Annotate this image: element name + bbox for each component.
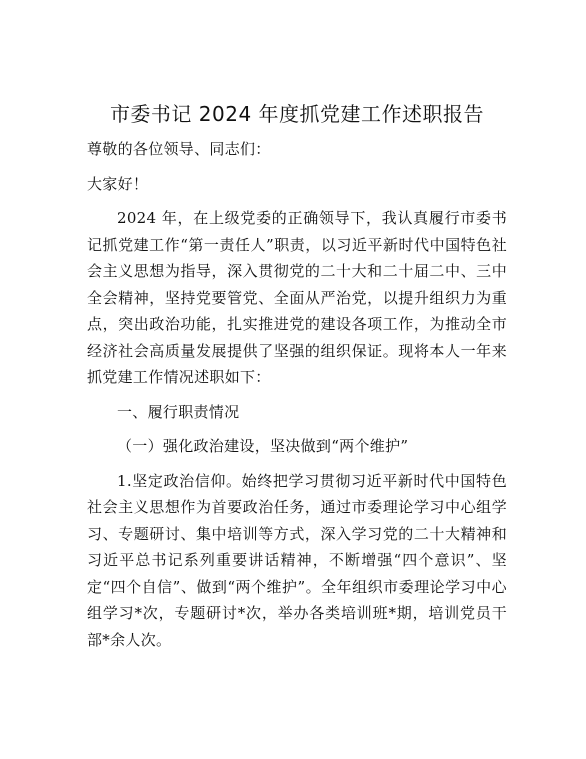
intro-paragraph: 2024 年，在上级党委的正确领导下，我认真履行市委书记抓党建工作“第一责任人”职责，以习近平新时代中国特色社会主义思想为指导，深入贯彻党的二十大和二十届二中、三中全会精神，坚持党要管党、全面从严治党，以提升组织力为重点，突出政治功能，扎实推进党的建设各项工作，为推动全市经济社会高质量发展提供了坚强的组织保证。现将本人一年来抓党建工作情况述职如下： xyxy=(87,209,507,386)
document-title: 市委书记 2024 年度抓党建工作述职报告 xyxy=(109,102,485,126)
item-paragraph: 1.坚定政治信仰。始终把学习贯彻习近平新时代中国特色社会主义思想作为首要政治任务，通过市委理论学习中心组学习、专题研讨、集中培训等方式，深入学习党的二十大精神和习近平总书记系列重要讲话精神，不断增强“四个意识”、坚定“四个自信”、做到“两个维护”。全年组织市委理论学习中心组学习*次，专题研讨*次，举办各类培训班*期，培训党员干部*余人次。 xyxy=(87,471,507,649)
greeting: 大家好！ xyxy=(87,174,149,193)
document-body xyxy=(87,100,507,661)
section-heading: 一、履行职责情况 xyxy=(117,402,240,421)
subsection-heading: （一）强化政治建设，坚决做到“两个维护” xyxy=(117,437,409,455)
salutation: 尊敬的各位领导、同志们： xyxy=(87,140,271,158)
